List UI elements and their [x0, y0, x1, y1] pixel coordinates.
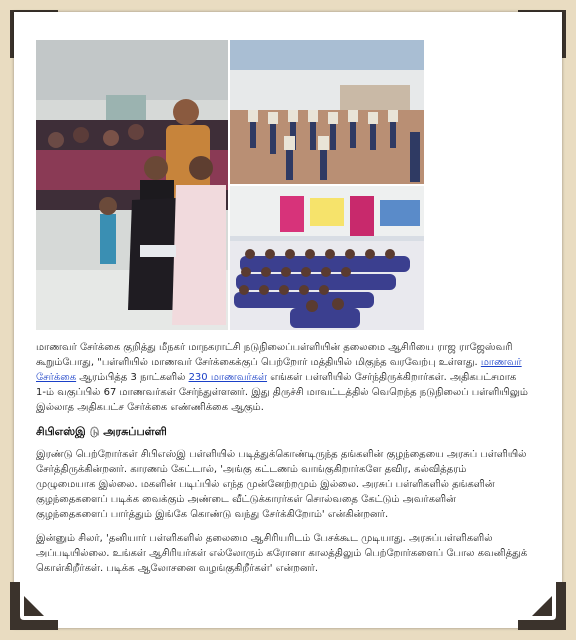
students-exercise-photo — [230, 40, 424, 184]
paragraph-1 — [36, 340, 528, 415]
paragraph-1-text-a: மாணவர் சேர்க்கை குறித்து மீநகர் மாநகராட்சி நடுநிலைப்பள்ளியின் தலைமை ஆசிரியை ராஜ ராஜேஸ்வரி கூறும்போது, "பள்ளியில் மாணவர் சேர்க்கைக்குப் பெற்றோர் மத்தியில் மிகுந்த வரவேற்பு உள்ளது. — [36, 342, 513, 368]
student-admission-link[interactable]: மாணவர் சேர்க்கை — [36, 357, 522, 383]
article-body — [36, 340, 528, 585]
seated-students-photo — [230, 186, 424, 330]
students-count-link[interactable]: 230 மாணவர்கள் — [188, 372, 268, 383]
photo-collage — [36, 40, 424, 330]
paragraph-1-text-b: ஆரம்பித்த 3 நாட்களில் — [76, 372, 189, 383]
corner-ornament-bottom-left — [10, 582, 58, 630]
headmistress-with-parents-photo — [36, 40, 228, 330]
paragraph-3: இன்னும் சிலர், 'தனியார் பள்ளிகளில் தலைமை ஆசிரியரிடம் பேசக்கூட முடியாது. அரசுப்பள்ளிகளில் அப்படியில்லை. உங்கள் ஆசிரியர்கள் எல்லோரும் கரோனா காலத்திலும் பெற்றோர்களைப் போல கவனித்துக் கொள்கிறீர்கள். படிக்க ஆலோசனை வழங்குகிறீர்கள்' என்றனர். — [36, 533, 528, 574]
corner-ornament-bottom-right — [518, 582, 566, 630]
section-heading: சிபிஎஸ்இ டு அரசுப்பள்ளி — [36, 425, 167, 438]
paragraph-2: இரண்டு பெற்றோர்கள் சிபிஎஸ்இ பள்ளியில் படித்துக்கொண்டிருந்த தங்களின் குழந்தையை அரசுப் பள்ளியில் சேர்த்திருக்கின்றனர். காரணம் கேட்டால், 'அங்கு கட்டணம் வாங்குகிறார்களே தவிர, கல்வித்தரம் முழுமையாக இல்லை. மகளின் படிப்பில் எந்த முன்னேற்றமும் இல்லை. அரசுப் பள்ளிகளில் தங்களின் குழந்தைகளைப் படிக்க வைக்கும் அண்டை வீட்டுக்காரர்கள் சொல்வதை கேட்டும் அவர்களின் குழந்தைகளைப் பார்த்தும் இங்கே கொண்டு வந்து சேர்க்கிறோம்' என்கின்றனர். — [36, 449, 527, 520]
paragraph-1-text-c: எங்கள் பள்ளியில் சேர்ந்திருக்கிறார்கள். அதிகபட்சமாக 1-ம் வகுப்பில் 67 மாணவர்கள் சேர்ந்துள்ளனர். இது திருச்சி மாவட்டத்தில் வெறெந்த நடுநிலைப் பள்ளியிலும் இல்லாத அதிகபட்ச சேர்க்கை எண்ணிக்கை ஆகும். — [36, 372, 528, 413]
